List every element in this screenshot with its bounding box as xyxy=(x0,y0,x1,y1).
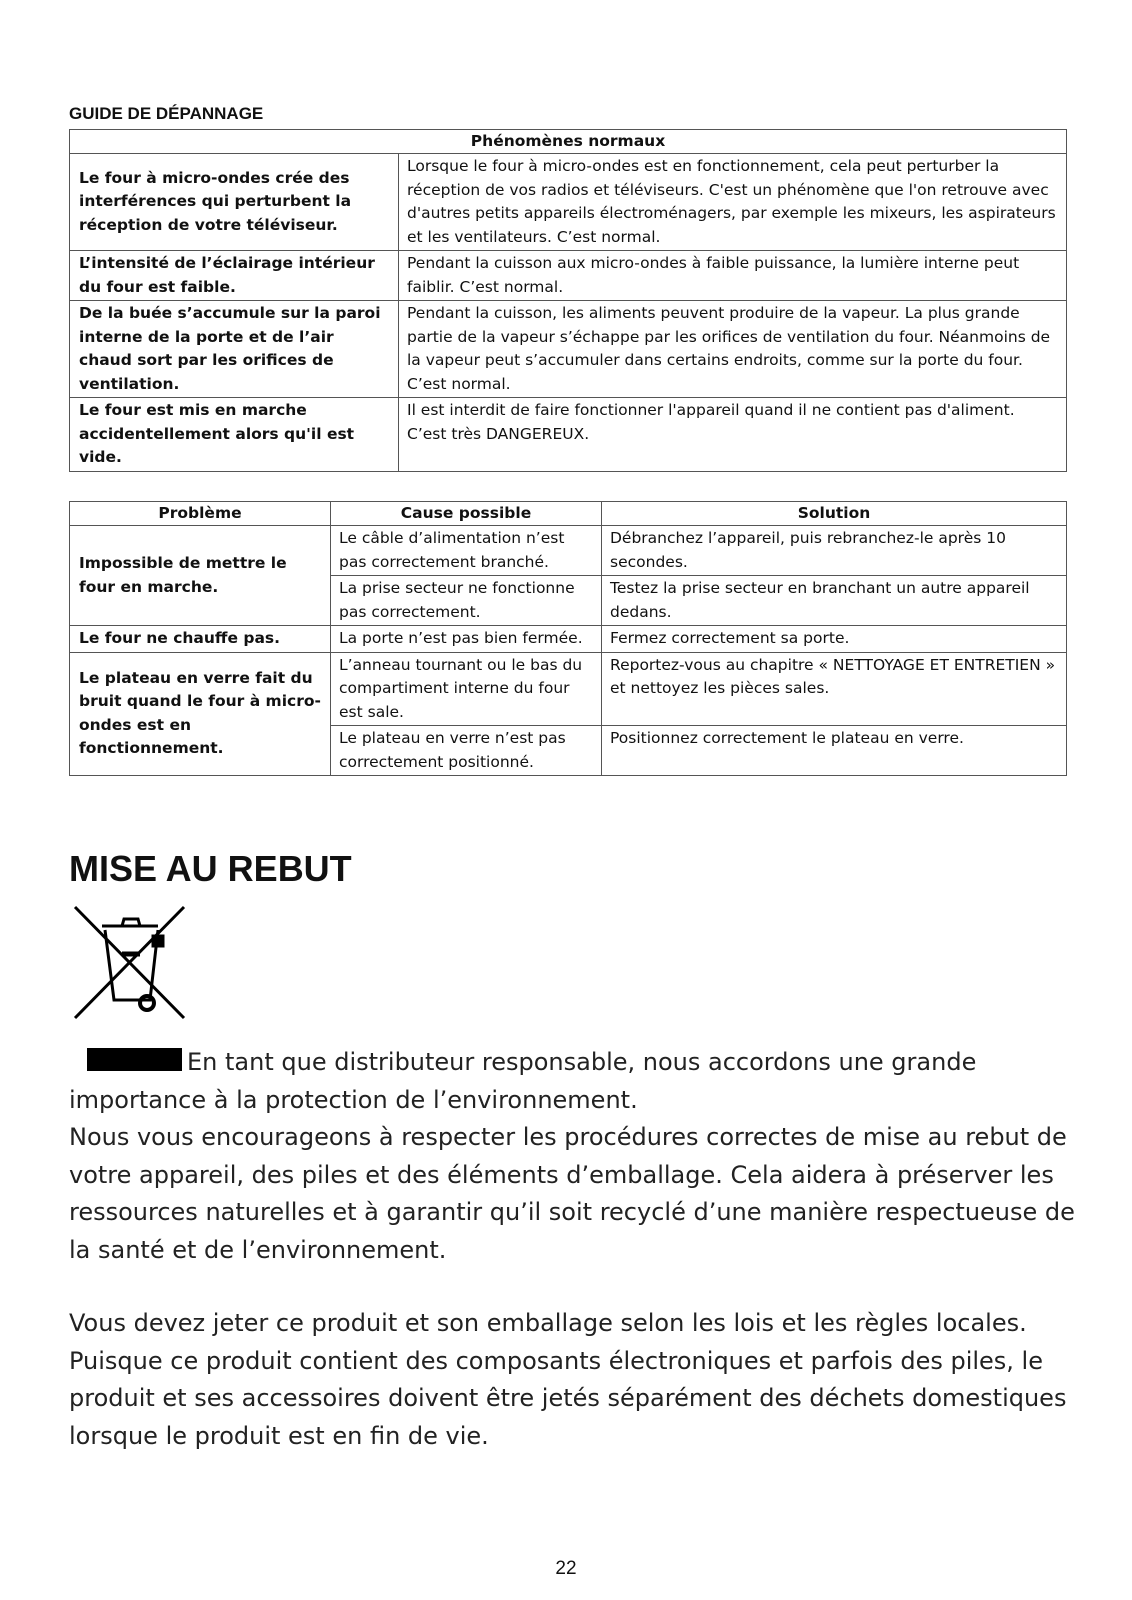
explanation-cell: Lorsque le four à micro-ondes est en fonctionnement, cela peut perturber la réception de vos radios et téléviseurs. C'est un phénomène que l'on retrouve avec d'autres petits appareils électroménagers, par exemple les mixeurs, les aspirateurs et les ventilateurs. C’est normal. xyxy=(399,154,1067,251)
cause-cell: Le câble d’alimentation n’est pas correctement branché. xyxy=(331,526,602,576)
cause-cell: L’anneau tournant ou le bas du compartiment interne du four est sale. xyxy=(331,652,602,726)
table-header-row xyxy=(70,130,1067,154)
column-header-cause: Cause possible xyxy=(331,502,602,526)
cause-cell: La porte n’est pas bien fermée. xyxy=(331,626,602,653)
explanation-cell: Pendant la cuisson, les aliments peuvent produire de la vapeur. La plus grande partie de la vapeur s’échappe par les orifices de ventilation du four. Néanmoins de la vapeur peut s’accumuler dans certains endroits, comme sur la porte du four. C’est normal. xyxy=(399,301,1067,398)
table-row xyxy=(70,626,1067,653)
cause-cell: Le plateau en verre n’est pas correctement positionné. xyxy=(331,726,602,776)
phenomenon-cell: De la buée s’accumule sur la paroi interne de la porte et de l’air chaud sort par les orifices de ventilation. xyxy=(70,301,399,398)
column-header-problem: Problème xyxy=(70,502,331,526)
table-header-row xyxy=(70,502,1067,526)
problem-cell: Impossible de mettre le four en marche. xyxy=(70,526,331,626)
column-header-solution: Solution xyxy=(602,502,1067,526)
phenomenon-cell: L’intensité de l’éclairage intérieur du four est faible. xyxy=(70,251,399,301)
normal-phenomena-header: Phénomènes normaux xyxy=(70,130,1067,154)
crossed-out-wheelie-bin-icon xyxy=(72,904,188,1022)
solution-cell: Débranchez l’appareil, puis rebranchez-le après 10 secondes. xyxy=(602,526,1067,576)
solution-cell: Fermez correctement sa porte. xyxy=(602,626,1067,653)
section-heading-disposal: MISE AU REBUT xyxy=(69,848,352,889)
solution-cell: Testez la prise secteur en branchant un autre appareil dedans. xyxy=(602,576,1067,626)
disposal-paragraph-3: Vous devez jeter ce produit et son emballage selon les lois et les règles locales. Puisque ce produit contient des composants électroniques et parfois des piles, le produit et ses accessoires doivent être jetés séparément des déchets domestiques lorsque le produit est en fin de vie. xyxy=(69,1309,1067,1450)
problem-solution-table xyxy=(69,501,1067,776)
section-heading-troubleshooting: GUIDE DE DÉPANNAGE xyxy=(69,104,264,123)
table-row xyxy=(70,154,1067,251)
table-row xyxy=(70,652,1067,726)
table-row xyxy=(70,398,1067,472)
table-row xyxy=(70,301,1067,398)
solution-cell: Positionnez correctement le plateau en verre. xyxy=(602,726,1067,776)
phenomenon-cell: Le four est mis en marche accidentellement alors qu'il est vide. xyxy=(70,398,399,472)
disposal-paragraph-2: Nous vous encourageons à respecter les procédures correctes de mise au rebut de votre appareil, des piles et des éléments d’emballage. Cela aidera à préserver les ressources naturelles et à garantir qu’il soit recyclé d’une manière respectueuse de la santé et de l’environnement. xyxy=(69,1123,1075,1264)
explanation-cell: Il est interdit de faire fonctionner l'appareil quand il ne contient pas d'aliment. C’est très DANGEREUX. xyxy=(399,398,1067,472)
table-row xyxy=(70,251,1067,301)
phenomenon-cell: Le four à micro-ondes crée des interférences qui perturbent la réception de votre téléviseur. xyxy=(70,154,399,251)
page-number: 22 xyxy=(555,1558,577,1579)
solution-cell: Reportez-vous au chapitre « NETTOYAGE ET ENTRETIEN » et nettoyez les pièces sales. xyxy=(602,652,1067,726)
table-row xyxy=(70,526,1067,576)
normal-phenomena-table xyxy=(69,129,1067,472)
problem-cell: Le four ne chauffe pas. xyxy=(70,626,331,653)
disposal-paragraph xyxy=(69,1044,1079,1269)
explanation-cell: Pendant la cuisson aux micro-ondes à faible puissance, la lumière interne peut faiblir. C’est normal. xyxy=(399,251,1067,301)
problem-cell: Le plateau en verre fait du bruit quand le four à micro-ondes est en fonctionnement. xyxy=(70,652,331,776)
disposal-paragraph-1: En tant que distributeur responsable, nous accordons une grande importance à la protection de l’environnement. xyxy=(69,1048,977,1114)
cause-cell: La prise secteur ne fonctionne pas correctement. xyxy=(331,576,602,626)
